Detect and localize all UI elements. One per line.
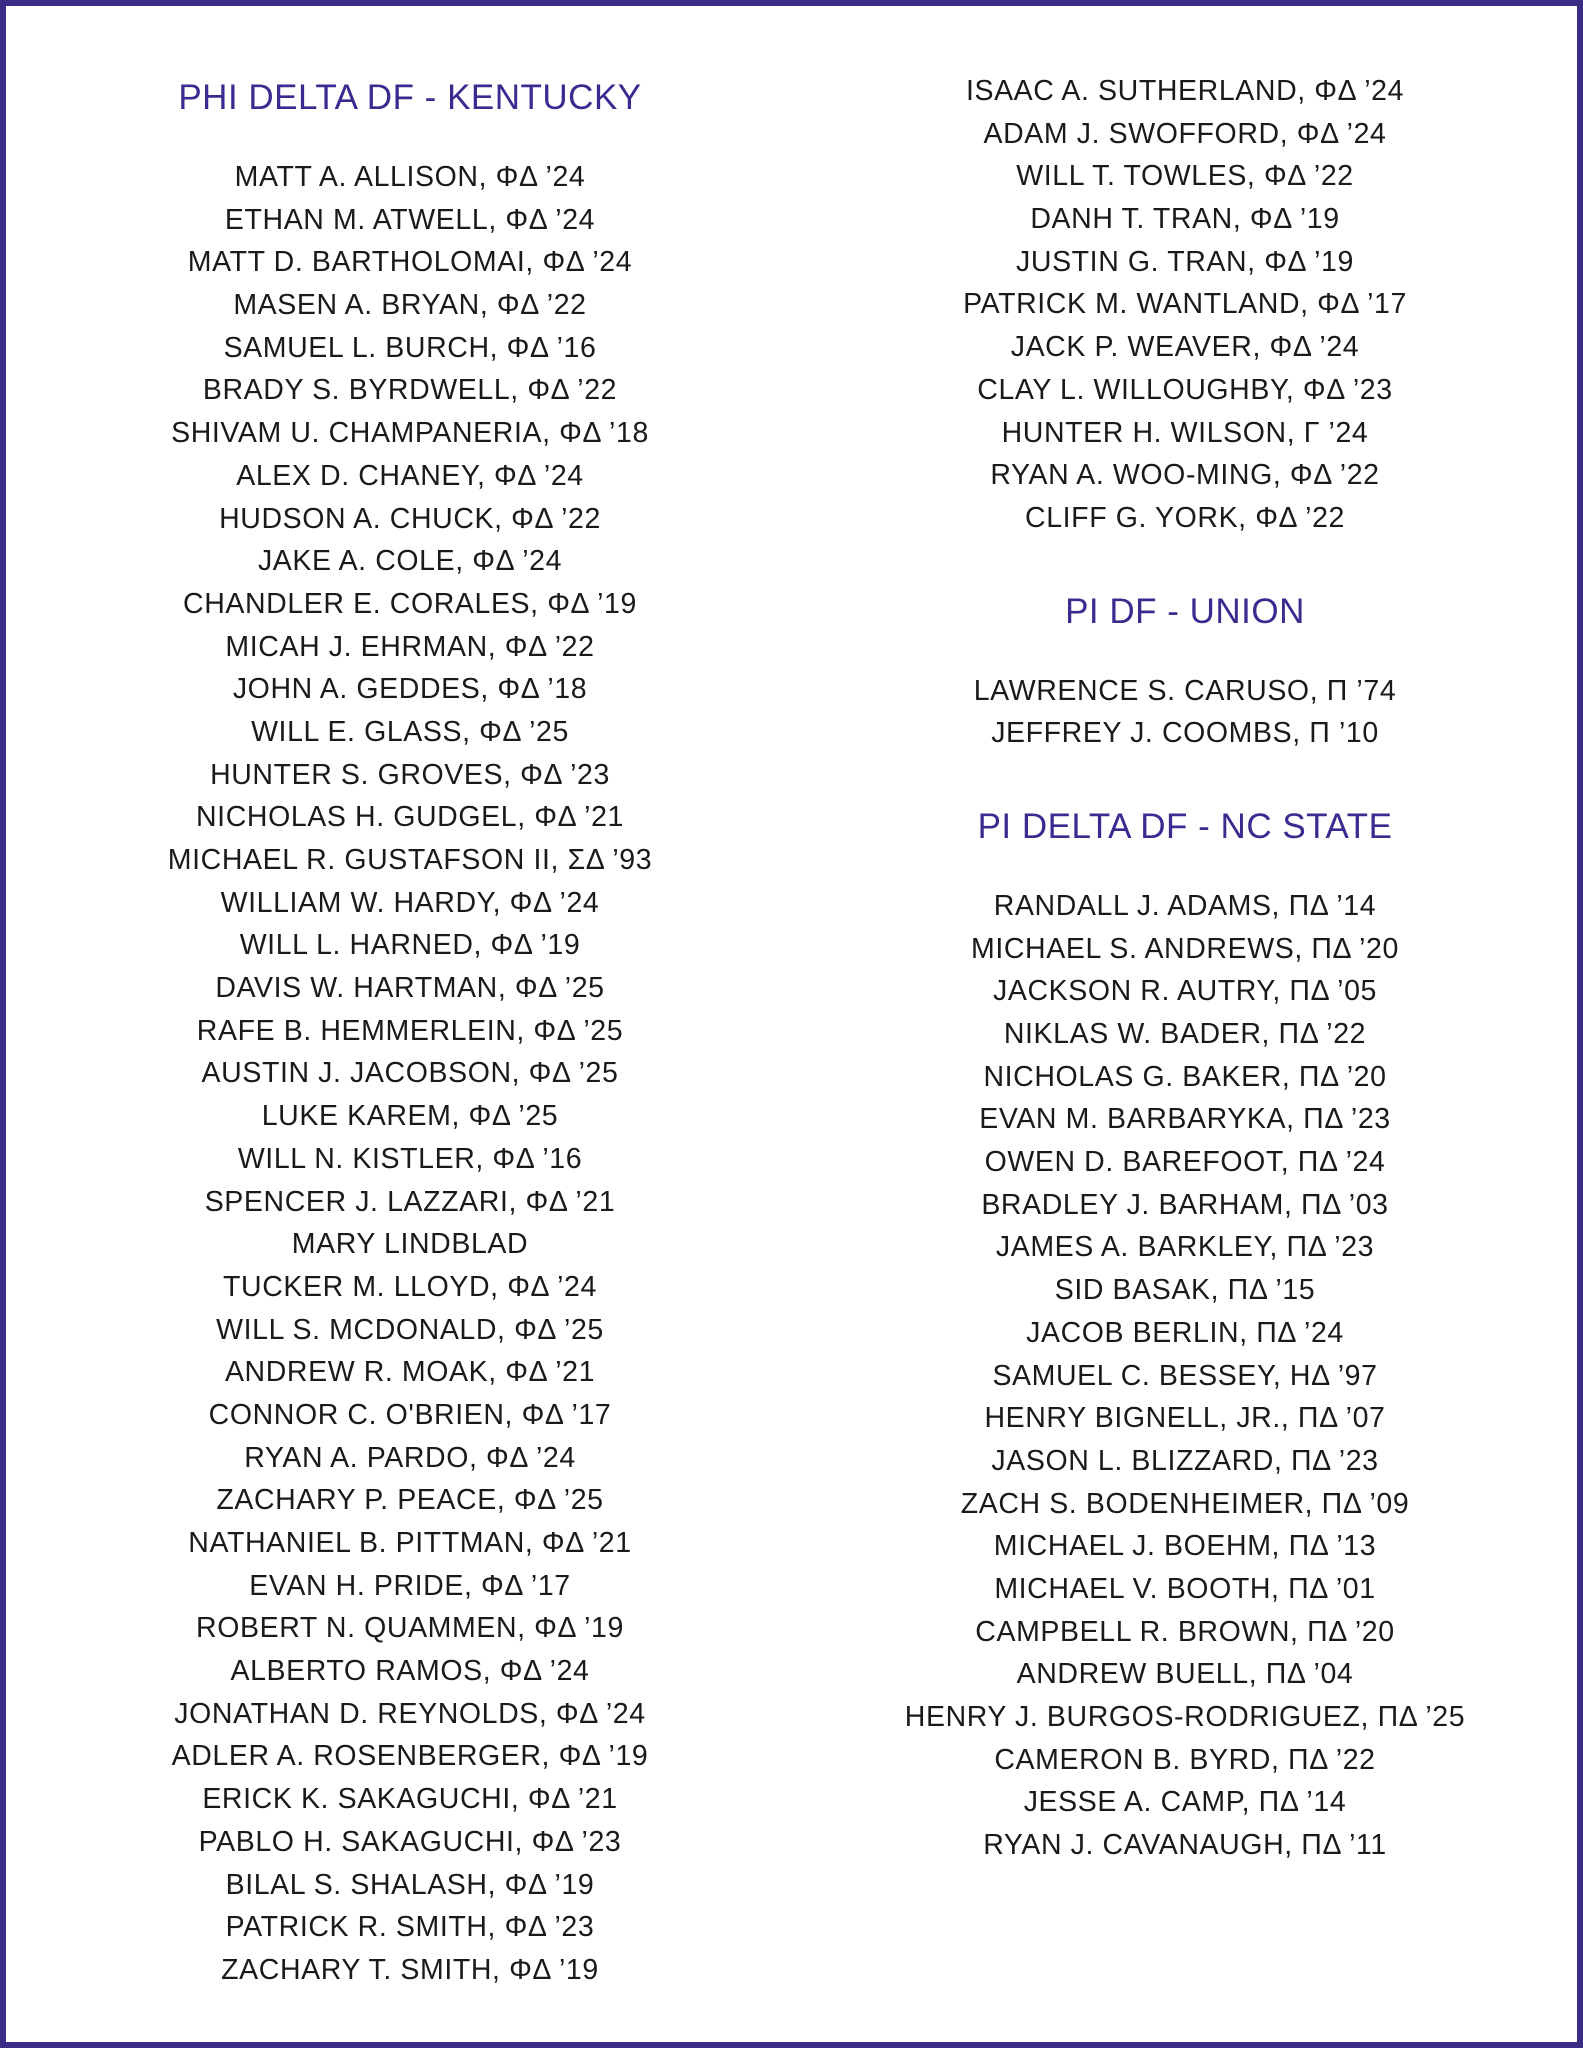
member-name: ERICK K. SAKAGUCHI, ΦΔ ’21	[202, 1783, 618, 1816]
member-name: ADAM J. SWOFFORD, ΦΔ ’24	[983, 117, 1387, 150]
member-name: ALBERTO RAMOS, ΦΔ ’24	[230, 1655, 590, 1688]
member-name: CAMPBELL R. BROWN, ΠΔ ’20	[975, 1615, 1395, 1648]
member-name: WILLIAM W. HARDY, ΦΔ ’24	[220, 886, 600, 919]
member-name: PABLO H. SAKAGUCHI, ΦΔ ’23	[198, 1825, 622, 1858]
member-name: PATRICK M. WANTLAND, ΦΔ ’17	[963, 288, 1407, 321]
member-name: AUSTIN J. JACOBSON, ΦΔ ’25	[201, 1057, 619, 1090]
member-name: JESSE A. CAMP, ΠΔ ’14	[1023, 1786, 1347, 1819]
member-name: ZACH S. BODENHEIMER, ΠΔ ’09	[960, 1487, 1410, 1520]
member-name: HUNTER S. GROVES, ΦΔ ’23	[210, 758, 610, 791]
member-name: SAMUEL L. BURCH, ΦΔ ’16	[223, 331, 597, 364]
member-name: RANDALL J. ADAMS, ΠΔ ’14	[993, 889, 1377, 922]
member-name: ZACHARY P. PEACE, ΦΔ ’25	[216, 1484, 604, 1517]
member-name: NATHANIEL B. PITTMAN, ΦΔ ’21	[188, 1527, 632, 1559]
member-name: WILL S. MCDONALD, ΦΔ ’25	[216, 1313, 604, 1346]
member-name: JASON L. BLIZZARD, ΠΔ ’23	[991, 1444, 1379, 1477]
member-name: JAMES A. BARKLEY, ΠΔ ’23	[995, 1231, 1375, 1264]
member-name: ZACHARY T. SMITH, ΦΔ ’19	[221, 1953, 599, 1986]
member-name: WILL E. GLASS, ΦΔ ’25	[251, 715, 569, 748]
member-name: CONNOR C. O'BRIEN, ΦΔ ’17	[208, 1398, 612, 1431]
member-name: JOHN A. GEDDES, ΦΔ ’18	[232, 673, 588, 706]
heading-kentucky: PHI DELTA DF - KENTUCKY	[178, 78, 642, 117]
list-ncstate	[905, 885, 1465, 1867]
member-name: RYAN A. PARDO, ΦΔ ’24	[244, 1441, 576, 1474]
member-name: TUCKER M. LLOYD, ΦΔ ’24	[223, 1270, 597, 1303]
member-name: CHANDLER E. CORALES, ΦΔ ’19	[183, 587, 637, 620]
member-name: MICHAEL S. ANDREWS, ΠΔ ’20	[971, 932, 1399, 965]
member-name: RYAN J. CAVANAUGH, ΠΔ ’11	[983, 1829, 1387, 1862]
heading-ncstate: PI DELTA DF - NC STATE	[977, 806, 1393, 846]
member-name: JEFFREY J. COOMBS, Π ’10	[991, 717, 1379, 750]
member-name: HENRY BIGNELL, JR., ΠΔ ’07	[984, 1402, 1386, 1435]
member-name: JONATHAN D. REYNOLDS, ΦΔ ’24	[174, 1697, 646, 1730]
member-name: LUKE KAREM, ΦΔ ’25	[261, 1100, 559, 1133]
member-name: CLIFF G. YORK, ΦΔ ’22	[1025, 501, 1345, 534]
member-name: MICAH J. EHRMAN, ΦΔ ’22	[225, 630, 595, 663]
member-name: SAMUEL C. BESSEY, HΔ ’97	[992, 1359, 1378, 1392]
member-name: ANDREW BUELL, ΠΔ ’04	[1016, 1658, 1354, 1691]
member-name: ALEX D. CHANEY, ΦΔ ’24	[236, 459, 584, 492]
list-kentucky	[168, 156, 652, 1992]
member-name: MATT D. BARTHOLOMAI, ΦΔ ’24	[187, 246, 633, 279]
member-name: MICHAEL J. BOEHM, ΠΔ ’13	[993, 1530, 1377, 1563]
member-name: RYAN A. WOO-MING, ΦΔ ’22	[990, 459, 1380, 492]
member-name: DAVIS W. HARTMAN, ΦΔ ’25	[215, 972, 605, 1005]
member-name: ADLER A. ROSENBERGER, ΦΔ ’19	[171, 1740, 649, 1773]
member-name: HUDSON A. CHUCK, ΦΔ ’22	[219, 502, 601, 535]
heading-union: PI DF - UNION	[1065, 591, 1305, 631]
member-name: HUNTER H. WILSON, Γ ’24	[1001, 416, 1369, 449]
member-name: MATT A. ALLISON, ΦΔ ’24	[234, 161, 586, 193]
member-name: BRADY S. BYRDWELL, ΦΔ ’22	[202, 374, 618, 407]
member-name: LAWRENCE S. CARUSO, Π ’74	[973, 674, 1397, 707]
member-name: SHIVAM U. CHAMPANERIA, ΦΔ ’18	[171, 417, 649, 450]
member-name: MICHAEL R. GUSTAFSON II, ΣΔ ’93	[167, 844, 653, 876]
member-name: MICHAEL V. BOOTH, ΠΔ ’01	[994, 1572, 1376, 1605]
member-name: JACK P. WEAVER, ΦΔ ’24	[1010, 331, 1360, 364]
member-name: JUSTIN G. TRAN, ΦΔ ’19	[1016, 245, 1354, 278]
member-name: ETHAN M. ATWELL, ΦΔ ’24	[224, 203, 596, 236]
member-name: ISAAC A. SUTHERLAND, ΦΔ ’24	[965, 75, 1405, 107]
member-name: EVAN M. BARBARYKA, ΠΔ ’23	[979, 1103, 1391, 1136]
member-name: WILL L. HARNED, ΦΔ ’19	[239, 929, 581, 962]
member-name: BRADLEY J. BARHAM, ΠΔ ’03	[981, 1188, 1389, 1221]
list-union	[974, 670, 1397, 755]
member-name: JACKSON R. AUTRY, ΠΔ ’05	[992, 975, 1377, 1008]
member-name: OWEN D. BAREFOOT, ΠΔ ’24	[984, 1146, 1386, 1179]
member-name: RAFE B. HEMMERLEIN, ΦΔ ’25	[196, 1014, 624, 1047]
member-name: WILL N. KISTLER, ΦΔ ’16	[237, 1142, 583, 1175]
member-name: NIKLAS W. BADER, ΠΔ ’22	[1003, 1018, 1367, 1050]
list-kentucky-continued	[963, 70, 1407, 540]
member-name: NICHOLAS G. BAKER, ΠΔ ’20	[983, 1060, 1387, 1093]
member-name: JACOB BERLIN, ΠΔ ’24	[1026, 1316, 1344, 1349]
member-name: EVAN H. PRIDE, ΦΔ ’17	[249, 1569, 571, 1602]
left-column	[60, 0, 760, 1992]
member-name: HENRY J. BURGOS-RODRIGUEZ, ΠΔ ’25	[904, 1701, 1466, 1733]
member-name: SPENCER J. LAZZARI, ΦΔ ’21	[204, 1185, 616, 1218]
member-name: JAKE A. COLE, ΦΔ ’24	[257, 545, 563, 578]
member-name: NICHOLAS H. GUDGEL, ΦΔ ’21	[196, 801, 624, 834]
member-name: DANH T. TRAN, ΦΔ ’19	[1030, 203, 1340, 236]
member-name: ROBERT N. QUAMMEN, ΦΔ ’19	[196, 1612, 624, 1645]
member-name: ANDREW R. MOAK, ΦΔ ’21	[224, 1356, 596, 1389]
member-name: PATRICK R. SMITH, ΦΔ ’23	[225, 1911, 595, 1944]
member-name: CAMERON B. BYRD, ΠΔ ’22	[994, 1743, 1376, 1776]
member-name: BILAL S. SHALASH, ΦΔ ’19	[225, 1868, 595, 1901]
right-column	[835, 0, 1535, 1867]
member-name: MASEN A. BRYAN, ΦΔ ’22	[233, 289, 587, 322]
member-name: SID BASAK, ΠΔ ’15	[1054, 1274, 1316, 1307]
member-name: WILL T. TOWLES, ΦΔ ’22	[1016, 160, 1354, 193]
member-name: CLAY L. WILLOUGHBY, ΦΔ ’23	[977, 373, 1393, 406]
member-name: MARY LINDBLAD	[291, 1228, 529, 1261]
